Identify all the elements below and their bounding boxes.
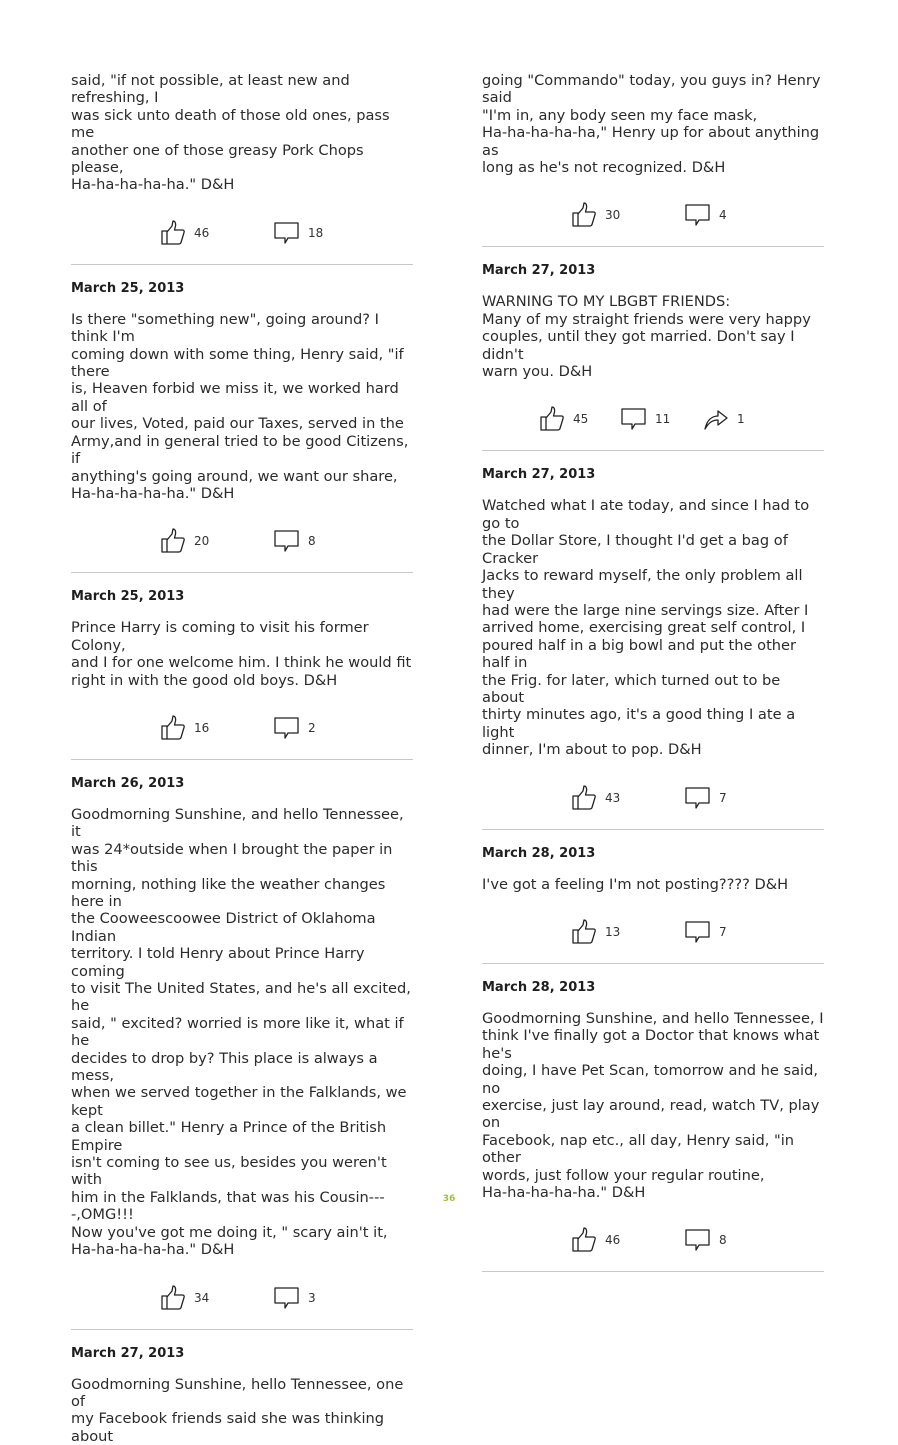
like-count: 46 bbox=[194, 226, 209, 240]
divider bbox=[71, 264, 413, 265]
post bbox=[71, 281, 413, 573]
comment-stat[interactable] bbox=[685, 919, 727, 945]
thumbs-up-icon bbox=[160, 1285, 186, 1311]
like-count: 43 bbox=[605, 791, 620, 805]
thumbs-up-icon bbox=[571, 202, 597, 228]
post-stats bbox=[71, 715, 413, 741]
post-text: I've got a feeling I'm not posting???? D&H bbox=[482, 876, 824, 893]
post-date: March 27, 2013 bbox=[482, 263, 824, 279]
post-date: March 28, 2013 bbox=[482, 846, 824, 862]
divider bbox=[71, 572, 413, 573]
post bbox=[482, 846, 824, 964]
thumbs-up-icon bbox=[160, 220, 186, 246]
comment-bubble-icon bbox=[685, 919, 711, 945]
divider bbox=[482, 246, 824, 247]
comment-count: 2 bbox=[308, 721, 316, 735]
like-count: 46 bbox=[605, 1233, 620, 1247]
share-count: 1 bbox=[737, 412, 745, 426]
comment-stat[interactable] bbox=[621, 406, 670, 432]
like-count: 13 bbox=[605, 925, 620, 939]
like-count: 16 bbox=[194, 721, 209, 735]
comment-count: 18 bbox=[308, 226, 323, 240]
comment-bubble-icon bbox=[274, 528, 300, 554]
comment-bubble-icon bbox=[274, 715, 300, 741]
thumbs-up-icon bbox=[571, 919, 597, 945]
post-stats bbox=[71, 1285, 413, 1311]
post bbox=[71, 776, 413, 1330]
like-stat[interactable] bbox=[160, 528, 209, 554]
post-text: Goodmorning Sunshine, and hello Tennessee, I think I've finally got a Doctor that knows what he's doing, I have Pet Scan, tomorrow and he said, no exercise, just lay around, read, watch TV, play on Facebook, nap etc., all day, Henry said, "in other words, just follow your regular routine, Ha-ha-ha-ha-ha." D&H bbox=[482, 1010, 824, 1201]
thumbs-up-icon bbox=[571, 785, 597, 811]
post-stats bbox=[482, 785, 824, 811]
like-count: 45 bbox=[573, 412, 588, 426]
like-stat[interactable] bbox=[160, 715, 209, 741]
post-date: March 25, 2013 bbox=[71, 281, 413, 297]
post-text: Goodmorning Sunshine, and hello Tennessee, it was 24*outside when I brought the paper in this morning, nothing like the weather changes here in the Cooweescoowee District of Oklahoma Indian territory. I told Henry about Prince Harry coming to visit The United States, and he's all excited, he said, " excited? worried is more like it, what if he decides to drop by? This place is always a mess, when we served together in the Falklands, we kept a clean billet." Henry a Prince of the British Empire isn't coming to see us, besides you weren't with him in the Falklands, that was his Cousin----,OMG!!! Now you've got me doing it, " scary ain't it, Ha-ha-ha-ha-ha." D&H bbox=[71, 806, 413, 1259]
post bbox=[71, 589, 413, 760]
thumbs-up-icon bbox=[539, 406, 565, 432]
post bbox=[482, 980, 824, 1272]
thumbs-up-icon bbox=[571, 1227, 597, 1253]
post-text: said, "if not possible, at least new and refreshing, I was sick unto death of those old ones, pass me another one of those greasy Pork Chops please, Ha-ha-ha-ha-ha." D&H bbox=[71, 72, 413, 194]
comment-count: 7 bbox=[719, 925, 727, 939]
thumbs-up-icon bbox=[160, 528, 186, 554]
share-stat[interactable] bbox=[703, 406, 745, 432]
divider bbox=[71, 759, 413, 760]
comment-bubble-icon bbox=[685, 202, 711, 228]
post-stats bbox=[482, 406, 824, 432]
post-stats bbox=[71, 528, 413, 554]
comment-count: 11 bbox=[655, 412, 670, 426]
post-stats bbox=[482, 1227, 824, 1253]
like-count: 34 bbox=[194, 1291, 209, 1305]
post-text: Watched what I ate today, and since I had to go to the Dollar Store, I thought I'd get a bag of Cracker Jacks to reward myself, the only problem all they had were the large nine servings size. After I arrived home, exercising great self control, I poured half in a big bowl and put the other half in the Frig. for later, which turned out to be about thirty minutes ago, it's a good thing I ate a light dinner, I'm about to pop. D&H bbox=[482, 497, 824, 758]
comment-bubble-icon bbox=[274, 1285, 300, 1311]
comment-count: 8 bbox=[308, 534, 316, 548]
post-text: going "Commando" today, you guys in? Henry said "I'm in, any body seen my face mask, Ha-ha-ha-ha-ha," Henry up for about anything as long as he's not recognized. D&H bbox=[482, 72, 824, 176]
like-stat[interactable] bbox=[571, 202, 620, 228]
post-date: March 25, 2013 bbox=[71, 589, 413, 605]
left-column bbox=[71, 72, 413, 1445]
like-count: 30 bbox=[605, 208, 620, 222]
post-fragment bbox=[482, 72, 824, 247]
comment-count: 7 bbox=[719, 791, 727, 805]
like-stat[interactable] bbox=[160, 1285, 209, 1311]
like-stat[interactable] bbox=[571, 1227, 620, 1253]
share-arrow-icon bbox=[703, 406, 729, 432]
comment-stat[interactable] bbox=[274, 528, 316, 554]
post bbox=[482, 263, 824, 451]
post-stats bbox=[482, 202, 824, 228]
post-continued bbox=[71, 1346, 413, 1445]
like-count: 20 bbox=[194, 534, 209, 548]
post-text: WARNING TO MY LBGBT FRIENDS: Many of my straight friends were very happy couples, until they got married. Don't say I didn't warn you. D&H bbox=[482, 293, 824, 380]
post-fragment bbox=[71, 72, 413, 265]
like-stat[interactable] bbox=[571, 785, 620, 811]
post bbox=[482, 467, 824, 829]
post-date: March 28, 2013 bbox=[482, 980, 824, 996]
comment-bubble-icon bbox=[274, 220, 300, 246]
post-date: March 27, 2013 bbox=[482, 467, 824, 483]
comment-stat[interactable] bbox=[685, 785, 727, 811]
comment-stat[interactable] bbox=[685, 1227, 727, 1253]
comment-stat[interactable] bbox=[274, 715, 316, 741]
post-date: March 26, 2013 bbox=[71, 776, 413, 792]
comment-bubble-icon bbox=[685, 1227, 711, 1253]
thumbs-up-icon bbox=[160, 715, 186, 741]
post-text: Is there "something new", going around? I think I'm coming down with some thing, Henry said, "if there is, Heaven forbid we miss it, we worked hard all of our lives, Voted, paid our Taxes, served in the Army,and in general tried to be good Citizens, if anything's going around, we want our share, Ha-ha-ha-ha-ha." D&H bbox=[71, 311, 413, 502]
comment-stat[interactable] bbox=[274, 220, 323, 246]
post-stats bbox=[71, 220, 413, 246]
comment-count: 3 bbox=[308, 1291, 316, 1305]
like-stat[interactable] bbox=[160, 220, 209, 246]
divider bbox=[482, 963, 824, 964]
page-number: 36 bbox=[0, 1194, 898, 1204]
comment-bubble-icon bbox=[621, 406, 647, 432]
comment-count: 4 bbox=[719, 208, 727, 222]
comment-bubble-icon bbox=[685, 785, 711, 811]
divider bbox=[482, 1271, 824, 1272]
comment-stat[interactable] bbox=[685, 202, 727, 228]
like-stat[interactable] bbox=[539, 406, 588, 432]
comment-stat[interactable] bbox=[274, 1285, 316, 1311]
post-date: March 27, 2013 bbox=[71, 1346, 413, 1362]
divider bbox=[71, 1329, 413, 1330]
right-column bbox=[482, 72, 824, 1288]
post-text: Prince Harry is coming to visit his former Colony, and I for one welcome him. I think he would fit right in with the good old boys. D&H bbox=[71, 619, 413, 689]
comment-count: 8 bbox=[719, 1233, 727, 1247]
divider bbox=[482, 450, 824, 451]
post-stats bbox=[482, 919, 824, 945]
divider bbox=[482, 829, 824, 830]
post-text: Goodmorning Sunshine, hello Tennessee, one of my Facebook friends said she was thinking about bbox=[71, 1376, 413, 1445]
like-stat[interactable] bbox=[571, 919, 620, 945]
